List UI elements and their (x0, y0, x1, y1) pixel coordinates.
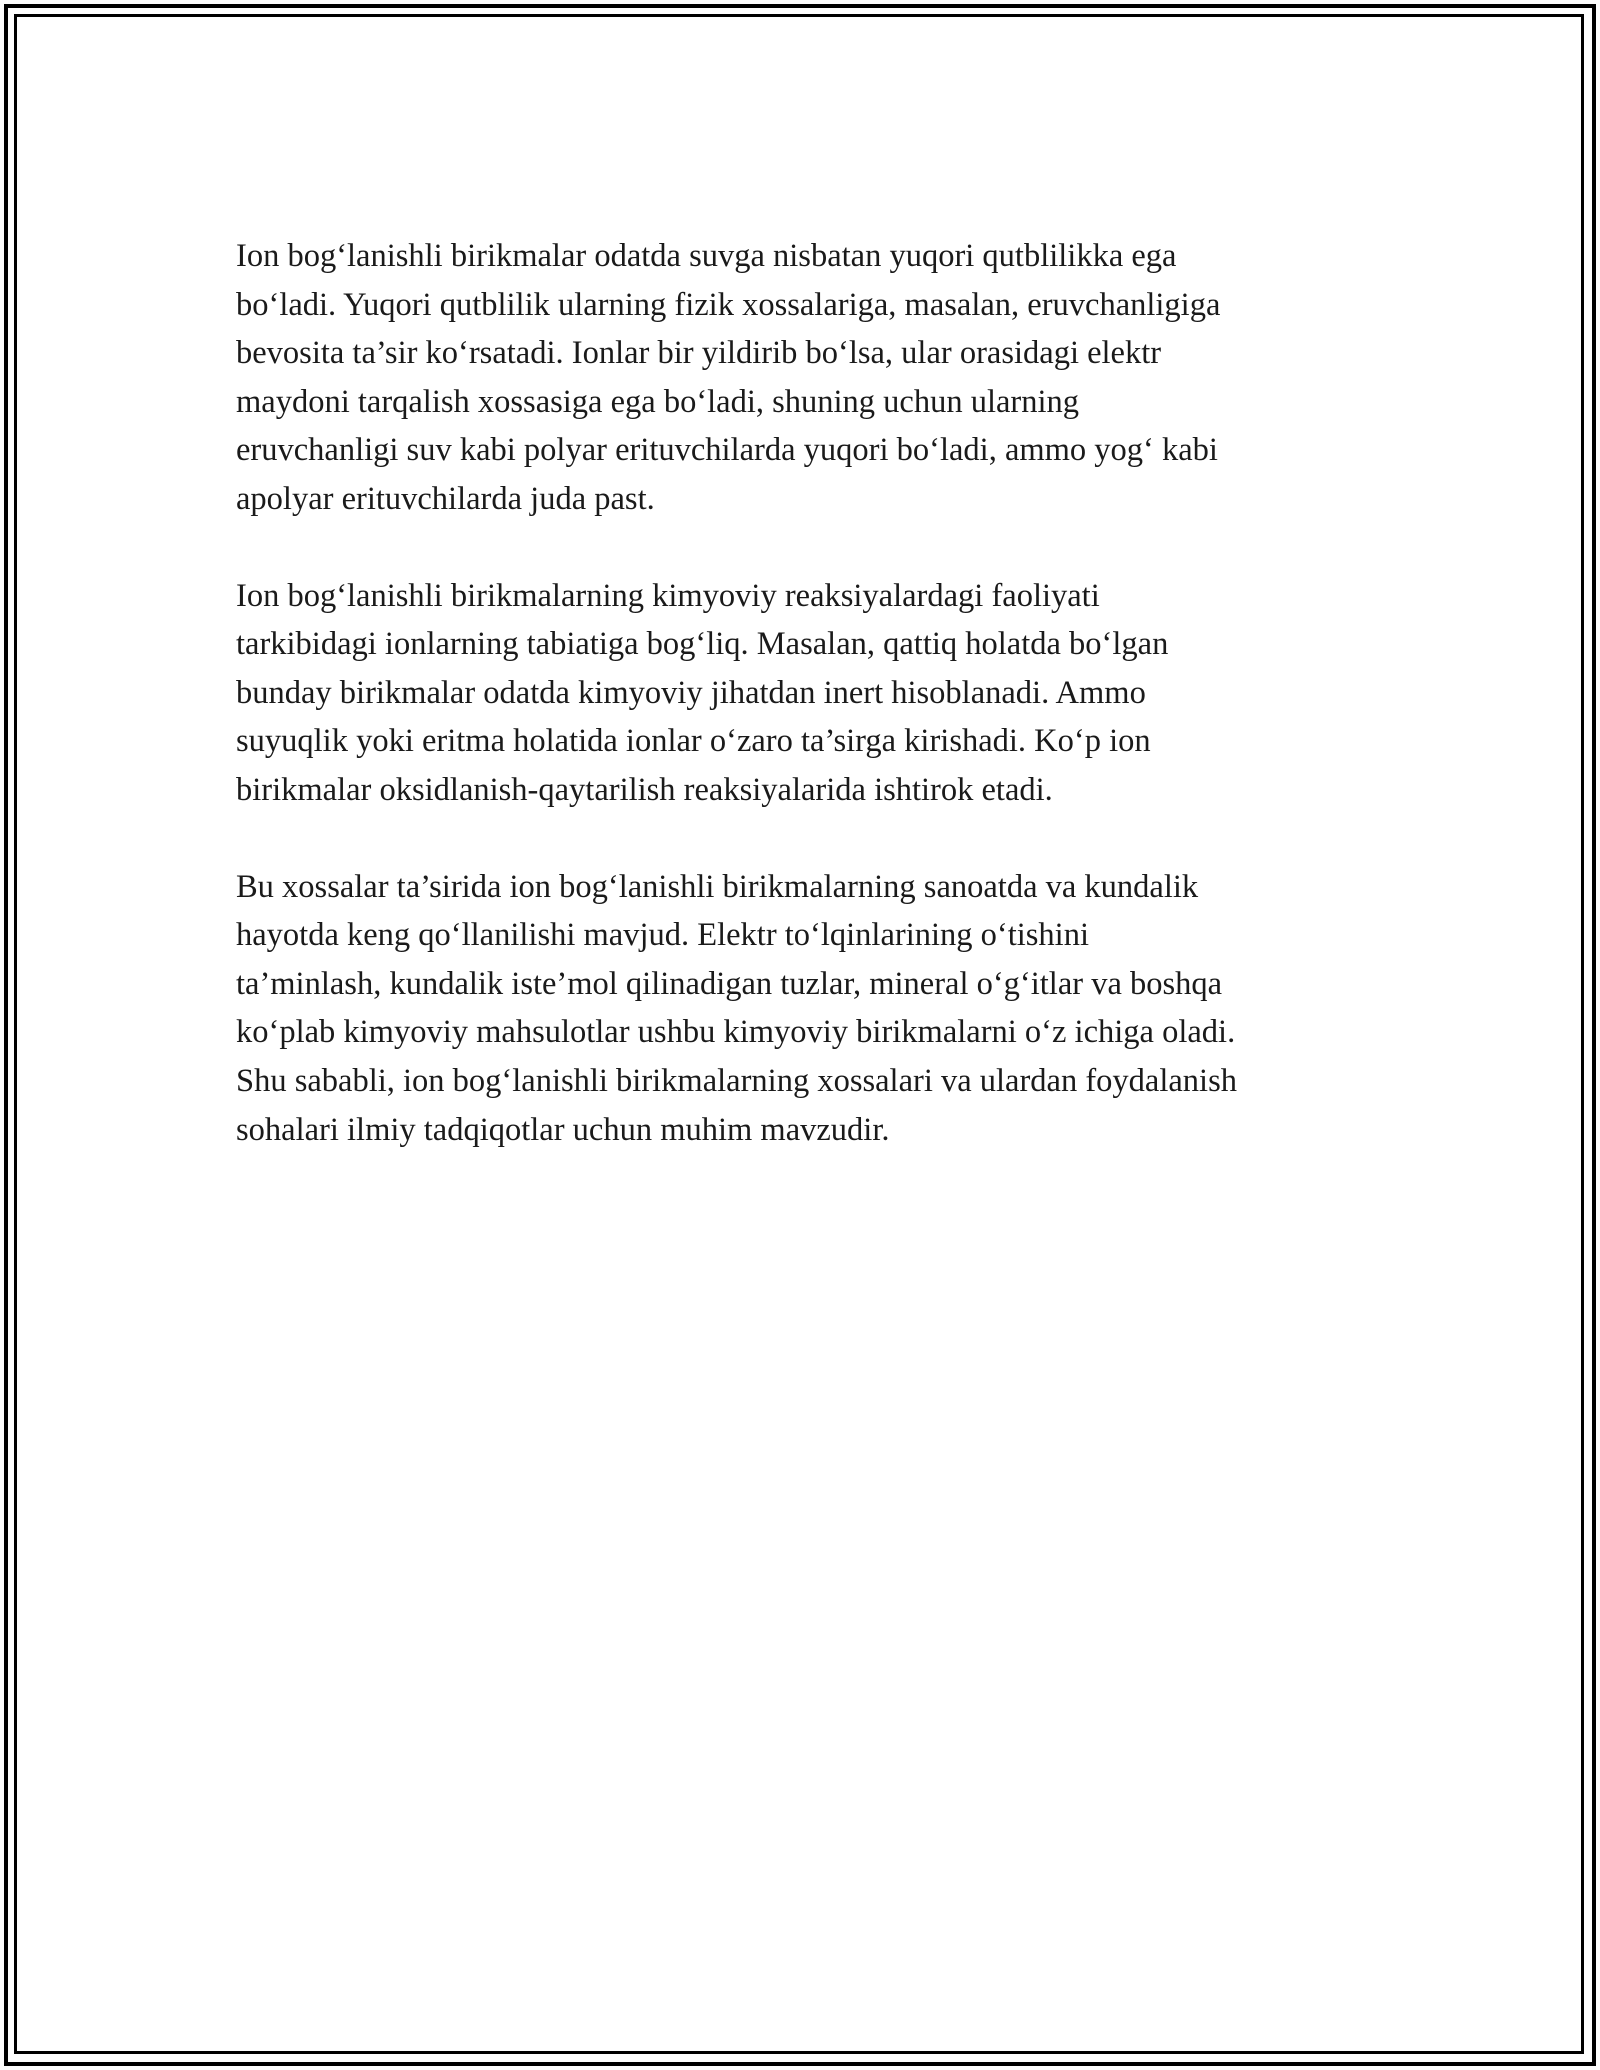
text-line: bunday birikmalar odatda kimyoviy jihatdan inert hisoblanadi. Ammo (236, 674, 1146, 711)
text-line: Ion bog‘lanishli birikmalar odatda suvga nisbatan yuqori qutblilikka ega (236, 238, 1177, 274)
text-line: maydoni tarqalish xossasiga ega bo‘ladi, shuning uchun ularning (236, 383, 1080, 420)
text-line: birikmalar oksidlanish-qaytarilish reaksiyalarida ishtirok etadi. (236, 771, 1053, 808)
text-line: Ion bog‘lanishli birikmalarning kimyoviy reaksiyalardagi faoliyati (236, 577, 1100, 614)
paragraph-1 (236, 232, 1376, 524)
text-line: suyuqlik yoki eritma holatida ionlar o‘zaro ta’sirga kirishadi. Ko‘p ion (236, 723, 1151, 760)
text-line: ko‘plab kimyoviy mahsulotlar ushbu kimyoviy birikmalarni o‘z ichiga oladi. (236, 1014, 1236, 1051)
text-line: eruvchanligi suv kabi polyar erituvchilarda yuqori bo‘ladi, ammo yog‘ kabi (236, 432, 1218, 469)
paragraph-2 (236, 572, 1376, 815)
text-line: bo‘ladi. Yuqori qutblilik ularning fizik xossalariga, masalan, eruvchanligiga (236, 286, 1221, 323)
text-line: ta’minlash, kundalik iste’mol qilinadigan tuzlar, mineral o‘g‘itlar va boshqa (236, 965, 1223, 1002)
text-line: apolyar erituvchilarda juda past. (236, 480, 655, 517)
text-line: hayotda keng qo‘llanilishi mavjud. Elektr to‘lqinlarining o‘tishini (236, 917, 1089, 954)
text-line: bevosita ta’sir ko‘rsatadi. Ionlar bir yildirib bo‘lsa, ular orasidagi elektr (236, 335, 1162, 372)
document-body (236, 232, 1376, 1154)
text-line: sohalari ilmiy tadqiqotlar uchun muhim mavzudir. (236, 1111, 890, 1148)
paragraph-3 (236, 863, 1376, 1155)
text-line: Bu xossalar ta’sirida ion bog‘lanishli birikmalarning sanoatda va kundalik (236, 868, 1199, 905)
text-line: Shu sababli, ion bog‘lanishli birikmalarning xossalari va ulardan foydalanish (236, 1062, 1237, 1099)
text-line: tarkibidagi ionlarning tabiatiga bog‘liq. Masalan, qattiq holatda bo‘lgan (236, 626, 1169, 663)
